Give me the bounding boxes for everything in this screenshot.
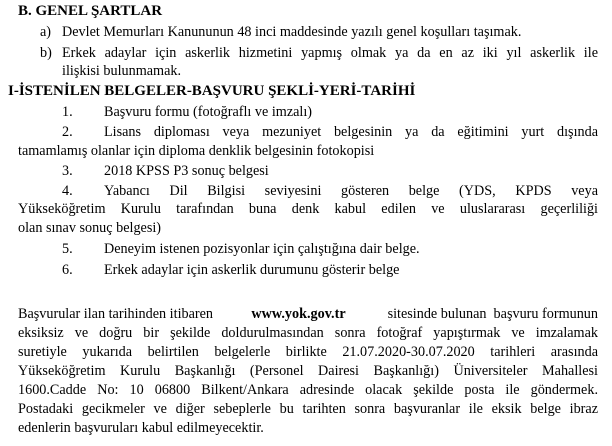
section-b-item-a-text: Devlet Memurları Kanununun 48 inci maddesinde yazılı genel koşulları taşımak.	[62, 24, 522, 40]
yok-website-link: www.yok.gov.tr	[251, 306, 346, 322]
doc-item-1-number: 1.	[62, 104, 73, 120]
section-b-item-a-marker: a)	[40, 24, 52, 40]
section-b-item-b-text-line1: Erkek adaylar için askerlik hizmetini yapmış olmak ya da en az iki yıl askerlik ile	[62, 45, 598, 61]
section-b-item-b-marker: b)	[40, 45, 52, 61]
doc-item-2-text-line1: Lisans diploması veya mezuniyet belgesinin ya da eğitimini yurt dışında	[104, 124, 598, 140]
doc-item-5-text: Deneyim istenen pozisyonlar için çalıştığına dair belge.	[104, 241, 420, 257]
doc-item-4-text-line3: olan sınav sonuç belgesi)	[18, 220, 162, 236]
paragraph-line-7: edenlerin başvuruları kabul edilmeyecektir.	[18, 420, 264, 436]
doc-item-3-number: 3.	[62, 163, 73, 179]
paragraph-line-1-pre: Başvurular ilan tarihinden itibaren	[18, 306, 214, 322]
paragraph-line-4: Yükseköğretim Kurulu Başkanlığı (Personel Dairesi Başkanlığı) Üniversiteler Mahallesi	[18, 363, 598, 379]
paragraph-line-1	[18, 306, 598, 323]
doc-item-2-number: 2.	[62, 124, 73, 140]
paragraph-line-1-post: sitesinde bulunan başvuru formunun	[384, 306, 598, 322]
doc-item-6-number: 6.	[62, 262, 73, 278]
paragraph-line-6: Postadaki gecikmeler ve diğer sebeplerle bu tarihten sonra başvuranlar ile eksik belge ibraz	[18, 401, 598, 417]
doc-item-2-text-line2: tamamlamış olanlar için diploma denklik belgesinin fotokopisi	[18, 143, 375, 159]
paragraph-line-3: suretiyle yukarıda belirtilen belgelerle birlikte 21.07.2020-30.07.2020 tarihleri arasında	[18, 344, 598, 360]
doc-item-1-text: Başvuru formu (fotoğraflı ve imzalı)	[104, 104, 313, 120]
section-b-title: B. GENEL ŞARTLAR	[18, 3, 163, 19]
doc-item-5-number: 5.	[62, 241, 73, 257]
doc-item-6-text: Erkek adaylar için askerlik durumunu gösterir belge	[104, 262, 400, 278]
doc-item-4-text-line1: Yabancı Dil Bilgisi seviyesini gösteren belge (YDS, KPDS veya	[104, 183, 598, 199]
paragraph-line-2: eksiksiz ve doğru bir şekilde doldurulmasından sonra fotoğraf yapıştırmak ve imzalamak	[18, 325, 598, 341]
doc-item-4-number: 4.	[62, 183, 73, 199]
doc-item-3-text: 2018 KPSS P3 sonuç belgesi	[104, 163, 269, 179]
section-b-item-b-text-line2: ilişkisi bulunmamak.	[62, 63, 182, 79]
paragraph-line-5: 1600.Cadde No: 10 06800 Bilkent/Ankara adresinde olacak şekilde posta ile göndermek.	[18, 382, 598, 398]
section-i-title: I-İSTENİLEN BELGELER-BAŞVURU ŞEKLİ-YERİ-TARİHİ	[8, 83, 416, 99]
doc-item-4-text-line2: Yükseköğretim Kurulu tarafından buna denk kabul edilen ve uluslararası geçerliliği	[18, 201, 598, 217]
